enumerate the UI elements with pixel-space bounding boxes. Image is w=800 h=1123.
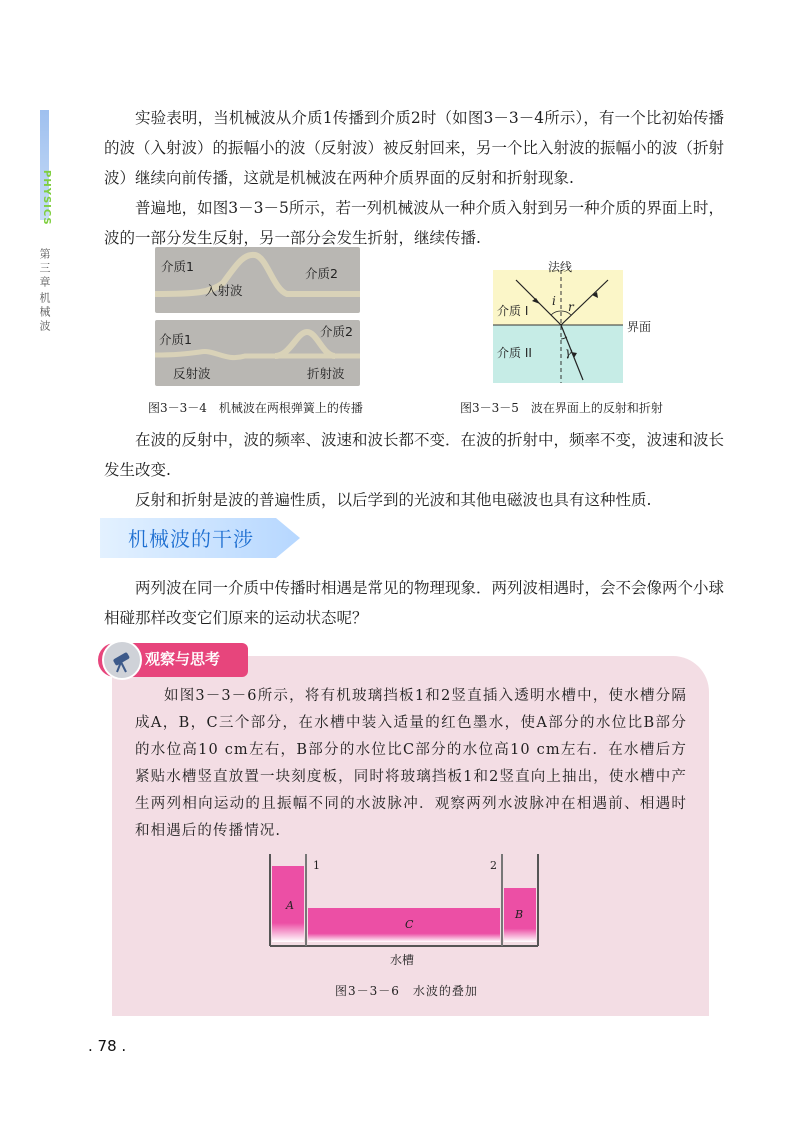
caption-fig-3-3-6: 图3－3－6 水波的叠加 <box>335 984 478 998</box>
water-tank-diagram <box>262 852 552 952</box>
caption-fig-3-3-5: 图3－3－5 波在界面上的反射和折射 <box>460 401 663 415</box>
label-part-a: A <box>286 899 294 912</box>
label-medium1-top: 介质1 <box>161 259 194 274</box>
label-refracted-wave: 折射波 <box>307 366 345 381</box>
label-board-1: 1 <box>313 859 320 872</box>
reflection-refraction-diagram <box>488 258 648 388</box>
caption-fig-3-3-4: 图3－3－4 机械波在两根弹簧上的传播 <box>148 401 363 415</box>
paragraph-general-case: 普遍地，如图3－3－5所示，若一列机械波从一种介质入射到另一种介质的界面上时，波的一部分发生反射，另一部分会发生折射，继续传播. <box>104 199 724 247</box>
label-interface: 界面 <box>627 320 652 334</box>
label-medium2-top: 介质2 <box>305 266 338 281</box>
label-medium2-bottom: 介质2 <box>320 324 353 339</box>
paragraph-reflection-refraction: 实验表明，当机械波从介质1传播到介质2时（如图3－3－4所示），有一个比初始传播的波（入射波）的振幅小的波（反射波）被反射回来，另一个比入射波的振幅小的波（折射波）继续向前传播，这就是机械波在两种介质界面的反射和折射现象. <box>104 109 725 187</box>
label-part-c: C <box>405 918 414 931</box>
observe-think-text: 如图3－3－6所示，将有机玻璃挡板1和2竖直插入透明水槽中，使水槽分隔成A，B，C三个部分，在水槽中装入适量的红色墨水，使A部分的水位比B部分的水位高10 cm左右，B部分的水位比C部分的水位高10 cm左右．在水槽后方紧贴水槽竖直放置一块刻度板，同时将玻璃挡板1和2竖直向上抽出，使水槽中产生两列相向运动的且振幅不同的水波脉冲．观察两列水波脉冲在相遇前、相遇时和相遇后的传播情况. <box>135 688 687 839</box>
spring-photo-top <box>155 247 360 313</box>
telescope-icon <box>102 640 142 680</box>
page-number: . 78 . <box>88 1037 127 1055</box>
label-medium1-bottom: 介质1 <box>159 332 192 347</box>
label-medium-2: 介质 II <box>497 346 532 360</box>
side-chapter-title: 机械波 <box>38 292 51 334</box>
observe-think-title: 观察与思考 <box>145 650 221 668</box>
label-incident-wave: 入射波 <box>205 283 243 298</box>
paragraph-universal-property: 反射和折射是波的普遍性质，以后学到的光波和其他电磁波也具有这种性质. <box>135 491 652 509</box>
label-angle-gamma: γ <box>565 345 573 359</box>
label-medium-1: 介质 I <box>497 304 529 318</box>
label-part-b: B <box>515 908 524 921</box>
label-water-tank: 水槽 <box>390 953 415 967</box>
paragraph-wave-meeting: 两列波在同一介质中传播时相遇是常见的物理现象．两列波相遇时，会不会像两个小球相碰那样改变它们原来的运动状态呢？ <box>104 579 725 627</box>
side-physics-tag: PHYSICS <box>41 170 52 226</box>
label-angle-r: r <box>568 300 574 314</box>
label-normal-line: 法线 <box>548 260 573 274</box>
label-board-2: 2 <box>490 859 497 872</box>
label-reflected-wave: 反射波 <box>173 366 211 381</box>
spring-photo-bottom <box>155 320 360 386</box>
section-title: 机械波的干涉 <box>128 527 254 551</box>
label-angle-i: i <box>552 294 556 308</box>
side-chapter-number: 第三章 <box>38 248 51 290</box>
paragraph-frequency-speed: 在波的反射中，波的频率、波速和波长都不变．在波的折射中，频率不变，波速和波长发生改变. <box>104 431 725 479</box>
